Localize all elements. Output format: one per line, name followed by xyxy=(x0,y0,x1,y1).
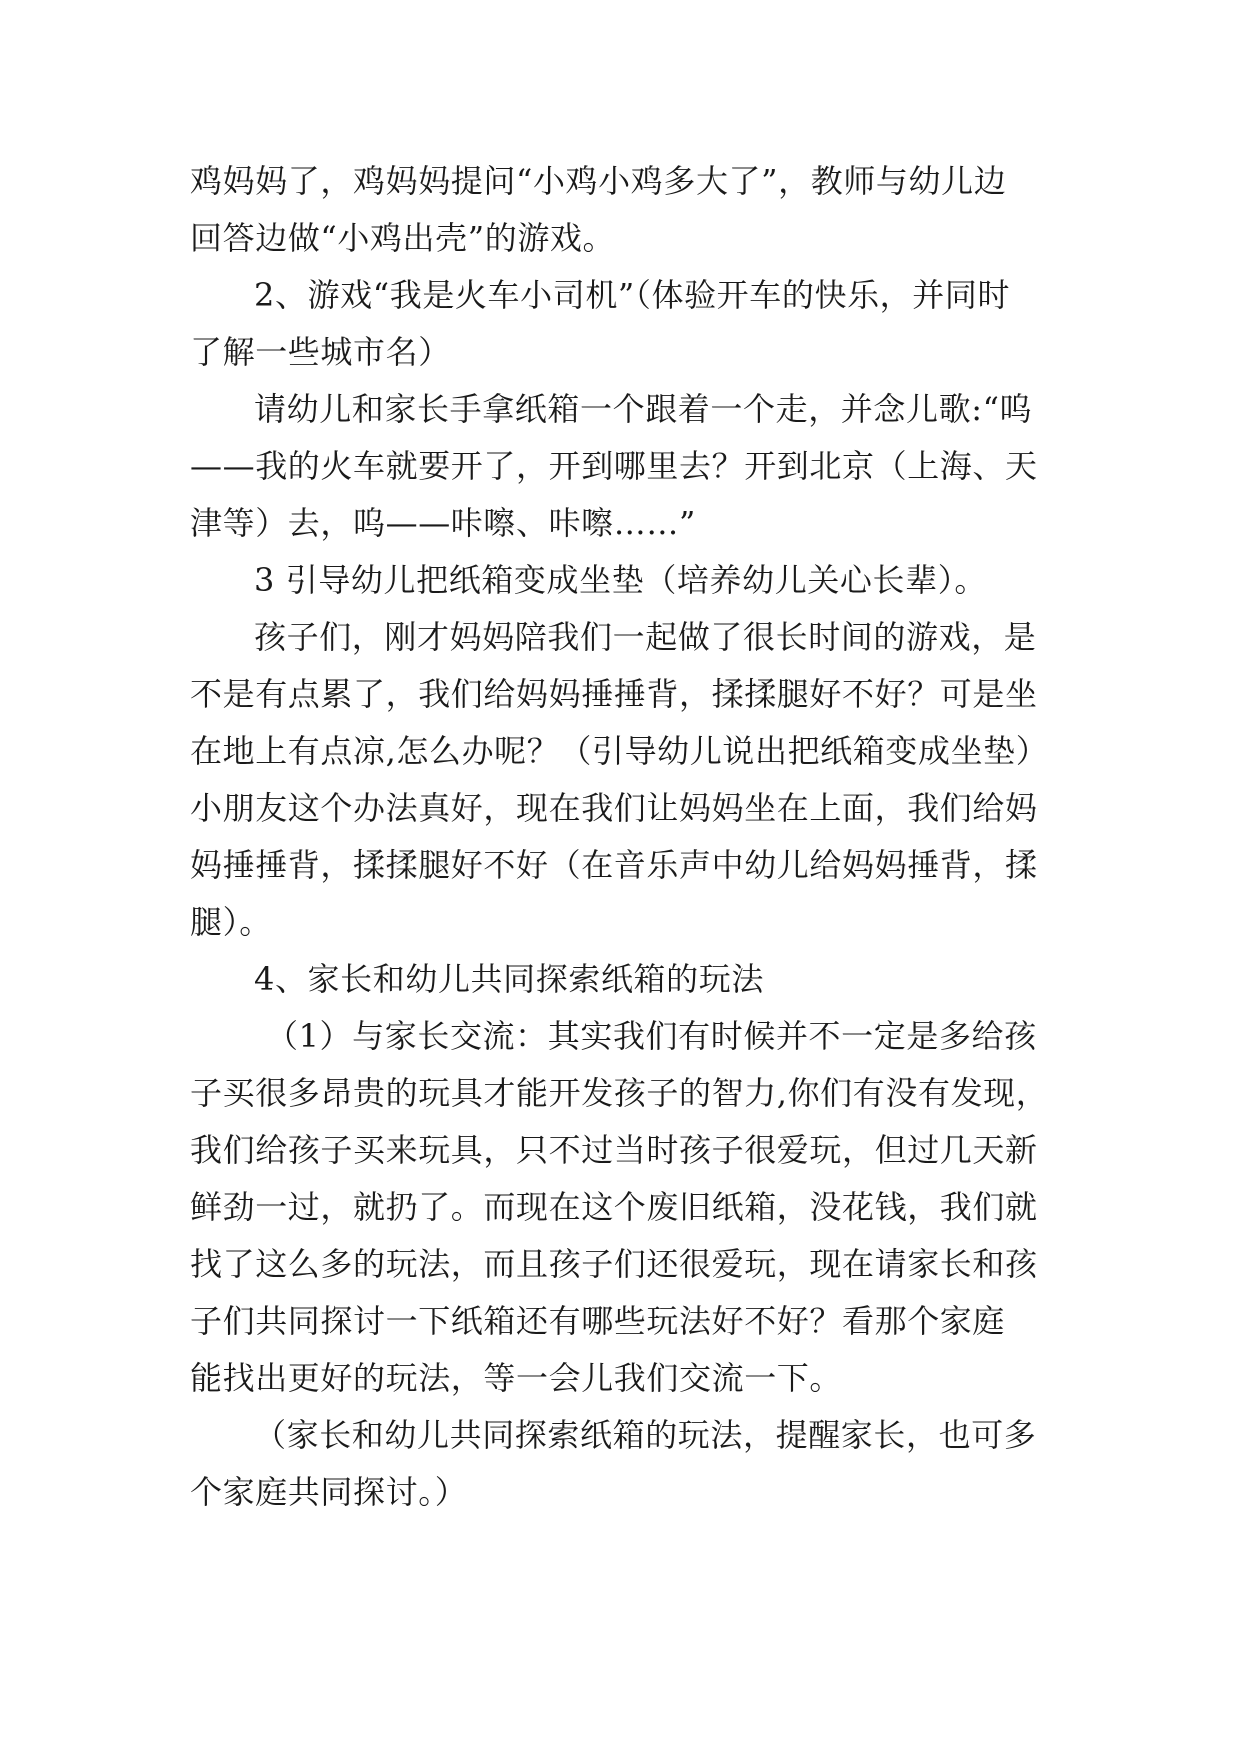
text-line: 孩子们，刚才妈妈陪我们一起做了很长时间的游戏，是 xyxy=(254,618,1037,656)
text-line: 能找出更好的玩法，等一会儿我们交流一下。 xyxy=(190,1359,843,1397)
text-line: 鸡妈妈了，鸡妈妈提问“小鸡小鸡多大了”，教师与幼儿边 xyxy=(190,162,1007,200)
text-line: 妈捶捶背，揉揉腿好不好（在音乐声中幼儿给妈妈捶背，揉 xyxy=(190,846,1038,884)
text-line: 津等）去，呜——咔嚓、咔嚓……” xyxy=(190,504,696,542)
document-body xyxy=(190,153,1052,1521)
text-line: （家长和幼儿共同探索纸箱的玩法，提醒家长，也可多 xyxy=(254,1416,1037,1454)
text-line: 腿）。 xyxy=(190,903,272,941)
text-line: ——我的火车就要开了，开到哪里去？开到北京（上海、天 xyxy=(190,447,1038,485)
section-heading: 4、家长和幼儿共同探索纸箱的玩法 xyxy=(254,960,764,998)
text-line: 不是有点累了，我们给妈妈捶捶背，揉揉腿好不好？可是坐 xyxy=(190,675,1038,713)
section-heading: 2、游戏“我是火车小司机”（体验开车的快乐，并同时 xyxy=(254,276,1011,314)
text-line: 了解一些城市名） xyxy=(190,333,451,371)
text-line: 鲜劲一过，就扔了。而现在这个废旧纸箱，没花钱，我们就 xyxy=(190,1188,1038,1226)
text-line: 我们给孩子买来玩具，只不过当时孩子很爱玩，但过几天新 xyxy=(190,1131,1038,1169)
text-line: 小朋友这个办法真好，现在我们让妈妈坐在上面，我们给妈 xyxy=(190,789,1038,827)
text-line: 子们共同探讨一下纸箱还有哪些玩法好不好？看那个家庭 xyxy=(190,1302,1006,1340)
text-line: 请幼儿和家长手拿纸箱一个跟着一个走，并念儿歌:“呜 xyxy=(254,390,1033,428)
section-heading: 3 引导幼儿把纸箱变成坐垫（培养幼儿关心长辈）。 xyxy=(254,561,987,599)
text-line: 找了这么多的玩法，而且孩子们还很爱玩，现在请家长和孩 xyxy=(190,1245,1038,1283)
text-line: 回答边做“小鸡出壳”的游戏。 xyxy=(190,219,616,257)
sub-heading: （1）与家长交流：其实我们有时候并不一定是多给孩 xyxy=(266,1017,1037,1055)
text-line: 在地上有点凉,怎么办呢？（引导幼儿说出把纸箱变成坐垫） xyxy=(190,732,1049,770)
text-line: 子买很多昂贵的玩具才能开发孩子的智力,你们有没有发现， xyxy=(190,1074,1049,1112)
text-line: 个家庭共同探讨。） xyxy=(190,1473,468,1511)
